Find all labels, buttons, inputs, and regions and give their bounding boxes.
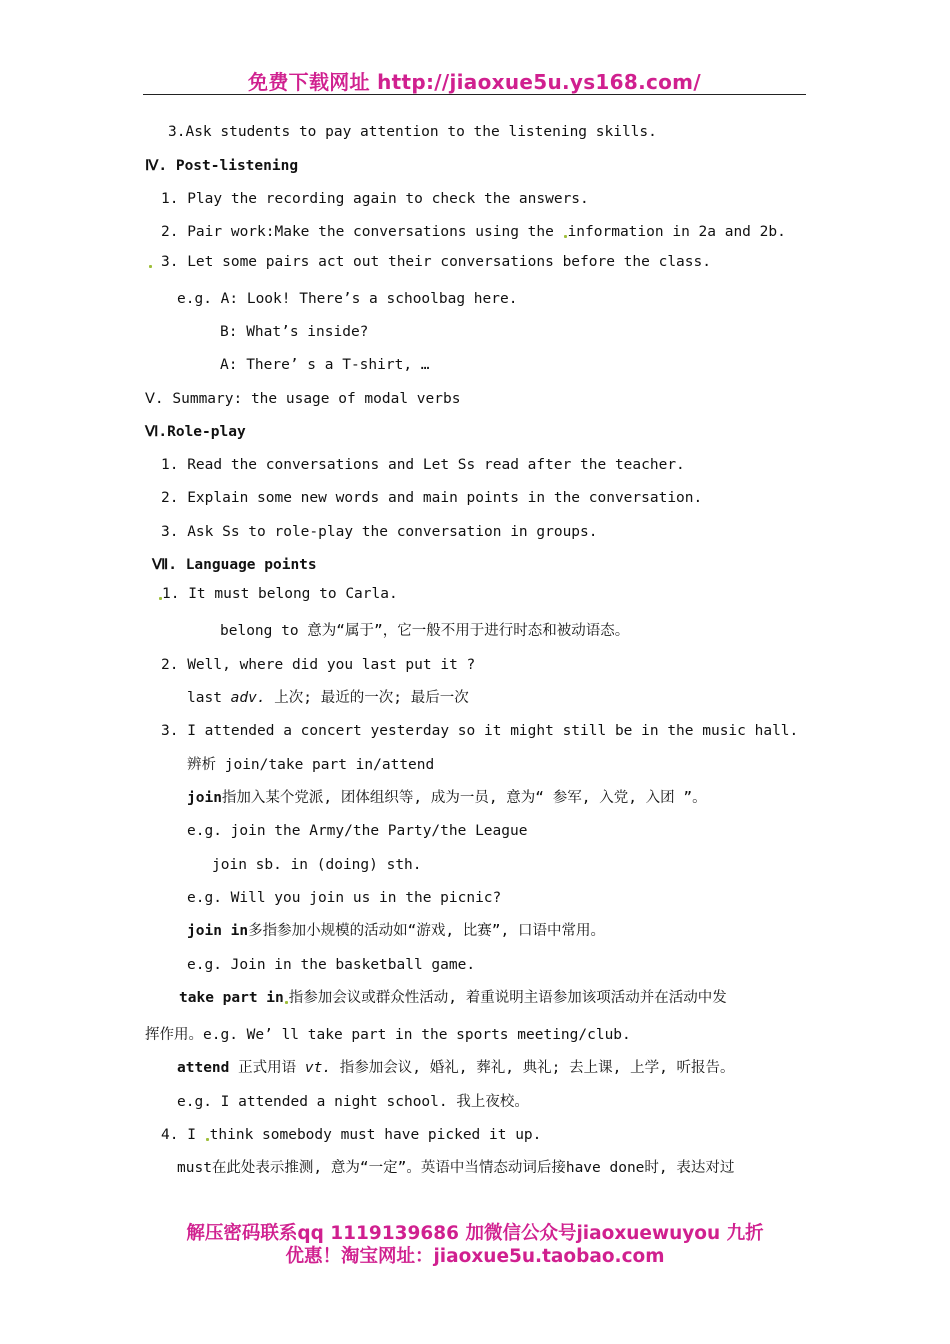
text-line: B: What’s inside?: [220, 324, 369, 340]
text-segment: 正式用语: [229, 1060, 305, 1076]
header-divider: [143, 94, 806, 95]
text-line: 1. Read the conversations and Let Ss read after the teacher.: [161, 457, 685, 473]
text-segment: information in 2a and 2b.: [567, 224, 786, 240]
text-line: e.g. join the Army/the Party/the League: [187, 823, 528, 839]
section-heading-language-points: Ⅶ. Language points: [152, 557, 317, 573]
text-line: [148, 253, 711, 271]
text-segment: last: [187, 690, 231, 706]
text-line: [187, 689, 469, 707]
section-heading-role-play: Ⅵ.Role-play: [145, 424, 246, 440]
text-segment: 指加入某个党派, 团体组织等, 成为一员, 意为“ 参军, 入党, 入团 ”。: [221, 790, 707, 806]
term-take-part-in: take part in: [179, 990, 284, 1006]
text-line: 3.Ask students to pay attention to the listening skills.: [168, 124, 657, 140]
text-line: 辨析 join/take part in/attend: [187, 757, 435, 773]
term-join: join: [187, 790, 222, 806]
text-line: A: There’ s a T-shirt, …: [220, 357, 430, 373]
text-segment: 上次; 最近的一次; 最后一次: [265, 690, 469, 706]
text-line: 3. Ask Ss to role-play the conversation in groups.: [161, 524, 598, 540]
text-segment-italic: adv.: [230, 690, 266, 706]
text-segment: 多指参加小规模的活动如“游戏, 比赛”, 口语中常用。: [248, 923, 605, 939]
footer-line-1: 解压密码联系qq 1119139686 加微信公众号jiaoxuewuyou 九折: [186, 1223, 764, 1244]
text-segment-italic: vt.: [304, 1060, 332, 1076]
text-segment: 指参加会议, 婚礼, 葬礼, 典礼; 去上课, 上学, 听报告。: [331, 1060, 735, 1076]
text-segment: think somebody must have picked it up.: [209, 1127, 542, 1143]
speck-mark: [564, 235, 567, 238]
speck-mark: [285, 1001, 288, 1004]
text-line: 3. I attended a concert yesterday so it might still be in the music hall.: [161, 723, 799, 739]
section-heading-post-listening: Ⅳ. Post-listening: [145, 158, 299, 174]
term-join-in: join in: [187, 923, 249, 939]
text-line: [179, 989, 727, 1007]
text-line: e.g. A: Look! There’s a schoolbag here.: [177, 291, 518, 307]
text-line: [187, 922, 605, 940]
text-line: e.g. Join in the basketball game.: [187, 957, 476, 973]
text-line: [161, 1126, 541, 1144]
header-title: 免费下载网址 http://jiaoxue5u.ys168.com/: [248, 70, 701, 94]
text-line: [187, 789, 707, 807]
section-heading-summary: Ⅴ. Summary: the usage of modal verbs: [145, 391, 461, 407]
footer-line-2: 优惠！淘宝网址：jiaoxue5u.taobao.com: [285, 1246, 665, 1267]
text-segment: 1. It must belong to Carla.: [162, 586, 398, 602]
text-line: join sb. in (doing) sth.: [212, 857, 422, 873]
text-line: [177, 1059, 735, 1077]
text-line: [158, 585, 398, 603]
text-segment: 2. Pair work:Make the conversations using the: [161, 224, 563, 240]
text-line: belong to 意为“属于”，它一般不用于进行时态和被动语态。: [220, 623, 630, 639]
text-line: 2. Explain some new words and main points in the conversation.: [161, 490, 703, 506]
text-line: [161, 223, 786, 241]
speck-mark: [149, 265, 152, 268]
text-line: 1. Play the recording again to check the answers.: [161, 191, 589, 207]
text-segment: 指参加会议或群众性活动, 着重说明主语参加该项活动并在活动中发: [288, 990, 727, 1006]
text-line: e.g. I attended a night school. 我上夜校。: [177, 1094, 529, 1110]
text-line: must在此处表示推测, 意为“一定”。英语中当情态动词后接have done时, 表达对过: [177, 1160, 735, 1176]
text-segment: 4. I: [161, 1127, 205, 1143]
speck-mark: [206, 1138, 209, 1141]
text-line: e.g. Will you join us in the picnic?: [187, 890, 502, 906]
term-attend: attend: [177, 1060, 230, 1076]
text-line: 2. Well, where did you last put it ?: [161, 657, 476, 673]
text-segment: 3. Let some pairs act out their conversations before the class.: [161, 254, 711, 270]
text-line: 挥作用。e.g. We’ ll take part in the sports meeting/club.: [145, 1027, 631, 1043]
